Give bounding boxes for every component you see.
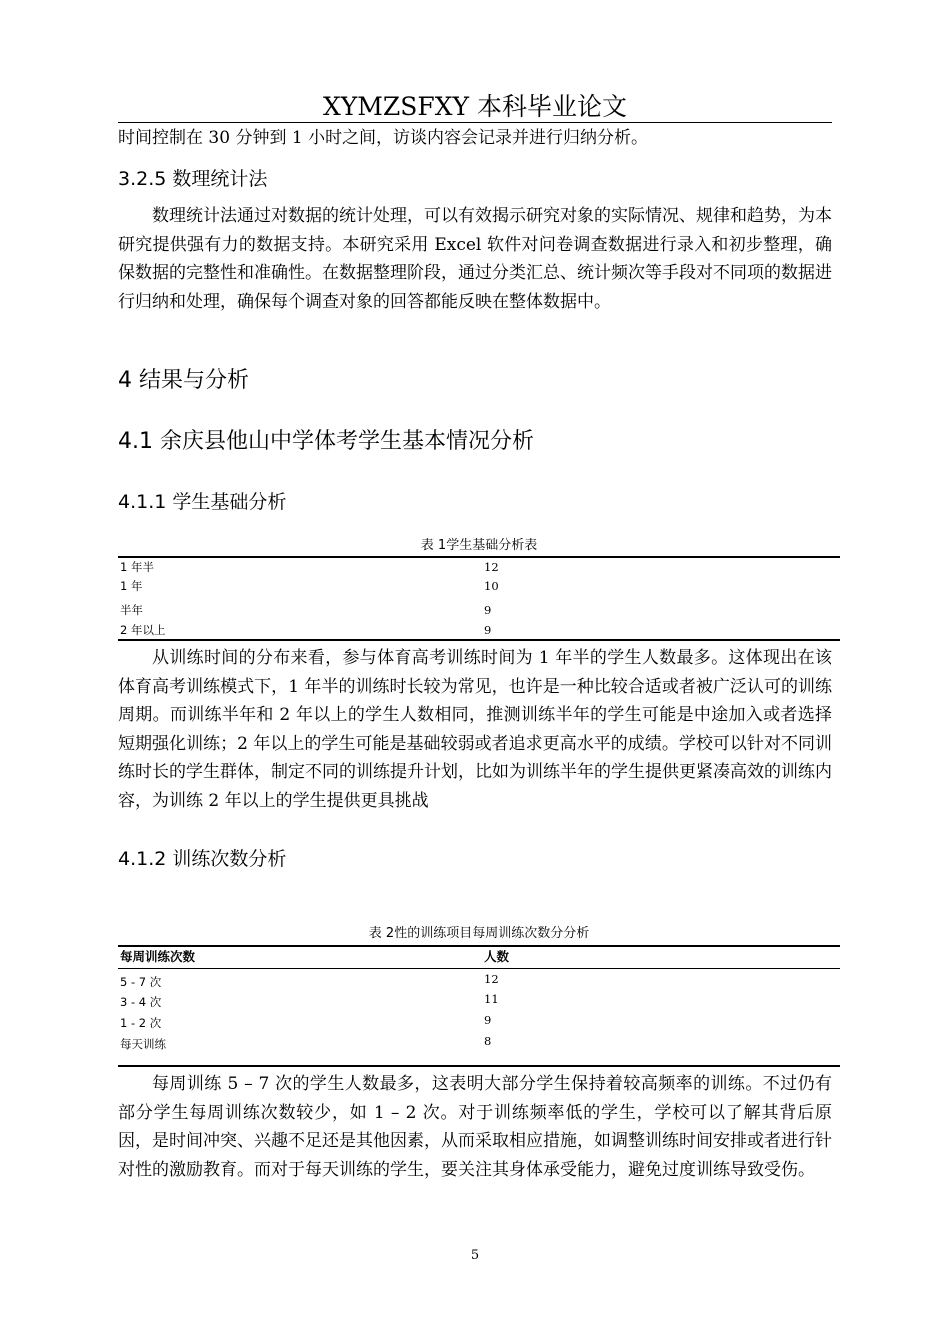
table-2-header-students: 人数 bbox=[484, 949, 510, 964]
table-1-row-value: 10 bbox=[484, 579, 499, 593]
section-4-1-1-heading: 4.1.1 学生基础分析 bbox=[118, 491, 287, 513]
section-3-2-5-paragraph: 数理统计法通过对数据的统计处理，可以有效揭示研究对象的实际情况、规律和趋势，为本研究提供强有力的数据支持。本研究采用 Excel 软件对问卷调查数据进行录入和初步整理，确保数据的完整性和准确性。在数据整理阶段，通过分类汇总、统计频次等手段对不同项的数据进行归纳和处理，确保每个调查对象的回答都能反映在整体数据中。 bbox=[118, 206, 832, 312]
running-header: XYMZSFXY 本科毕业论文 bbox=[323, 92, 627, 121]
table-2-row-value: 8 bbox=[484, 1034, 492, 1048]
table-1-row-label: 2 年以上 bbox=[120, 623, 166, 637]
table-1-row-value: 12 bbox=[484, 560, 499, 574]
table-2-row-label: 每天训练 bbox=[120, 1037, 166, 1051]
section-3-2-5-heading: 3.2.5 数理统计法 bbox=[118, 168, 268, 190]
section-4-1-heading: 4.1 余庆县他山中学体考学生基本情况分析 bbox=[118, 429, 534, 454]
table-2-row-label: 1 - 2 次 bbox=[120, 1016, 162, 1030]
table-1-row-label: 半年 bbox=[120, 603, 143, 617]
table-2-row-value: 12 bbox=[484, 972, 499, 986]
table-2-row-label: 5 - 7 次 bbox=[120, 975, 162, 989]
table-2 bbox=[118, 945, 840, 1067]
page-number: 5 bbox=[470, 1248, 480, 1263]
table-1-caption: 表 1学生基础分析表 bbox=[420, 538, 538, 553]
table-1-row-label: 1 年半 bbox=[120, 560, 154, 574]
section-4-1-2-paragraph: 每周训练 5 – 7 次的学生人数最多，这表明大部分学生保持着较高频率的训练。不过仍有部分学生每周训练次数较少，如 1 – 2 次。对于训练频率低的学生，学校可以了解其背后原因，是时间冲突、兴趣不足还是其他因素，从而采取相应措施，如调整训练时间安排或者进行针对性的激励教育。而对于每天训练的学生，要关注其身体承受能力，避免过度训练导致受伤。 bbox=[118, 1074, 832, 1180]
section-4-1-2-heading: 4.1.2 训练次数分析 bbox=[118, 848, 287, 870]
table-2-row-label: 3 - 4 次 bbox=[120, 995, 162, 1009]
header-rule bbox=[118, 122, 832, 123]
table-2-header-rule bbox=[118, 968, 840, 969]
table-2-row-value: 11 bbox=[484, 992, 499, 1006]
table-2-top-rule bbox=[118, 945, 840, 947]
table-1-row-label: 1 年 bbox=[120, 579, 143, 593]
table-1-bottom-rule bbox=[118, 639, 840, 641]
table-2-row-value: 9 bbox=[484, 1013, 492, 1027]
section-4-1-1-paragraph: 从训练时间的分布来看，参与体育高考训练时间为 1 年半的学生人数最多。这体现出在该体育高考训练模式下，1 年半的训练时长较为常见，也许是一种比较合适或者被广泛认可的训练周期。而训练半年和 2 年以上的学生人数相同，推测训练半年的学生可能是中途加入或者选择短期强化训练；2 年以上的学生可能是基础较弱或者追求更高水平的成绩。学校可以针对不同训练时长的学生群体，制定不同的训练提升计划，比如为训练半年的学生提供更紧凑高效的训练内容，为训练 2 年以上的学生提供更具挑战 bbox=[118, 648, 832, 811]
table-2-bottom-rule bbox=[118, 1065, 840, 1067]
table-1 bbox=[118, 556, 840, 642]
table-1-row-value: 9 bbox=[484, 603, 492, 617]
chapter-4-heading: 4 结果与分析 bbox=[118, 368, 249, 393]
table-1-top-rule bbox=[118, 556, 840, 558]
continuation-paragraph: 时间控制在 30 分钟到 1 小时之间，访谈内容会记录并进行归纳分析。 bbox=[118, 128, 649, 148]
table-1-row-value: 9 bbox=[484, 623, 492, 637]
table-2-header-count: 每周训练次数 bbox=[120, 949, 196, 964]
table-2-caption: 表 2性的训练项目每周训练次数分分析 bbox=[368, 926, 590, 941]
